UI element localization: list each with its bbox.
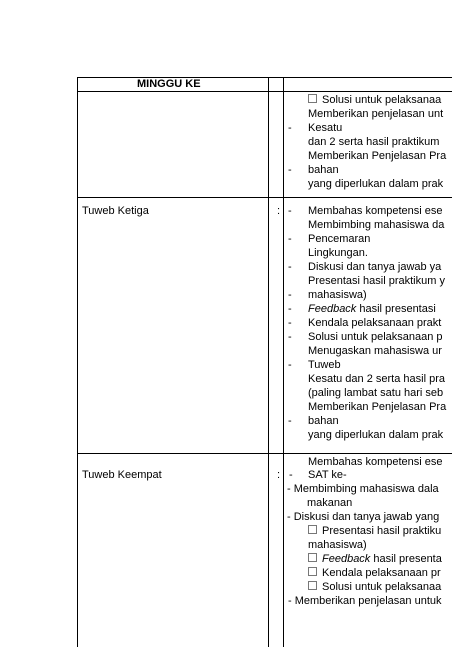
list-line: Solusi untuk pelaksanaa (308, 581, 441, 594)
list-line: bahan (308, 164, 339, 176)
list-line: Membahas kompetensi ese (308, 456, 443, 468)
list-line: dan 2 serta hasil praktikum (308, 136, 440, 148)
checkbox-bullet-icon (308, 567, 317, 576)
week-label: Tuweb Ketiga (82, 205, 149, 217)
bullet-dash: - (288, 331, 292, 343)
table-border-left (77, 77, 78, 647)
bullet-dash: - (288, 415, 292, 427)
list-line: - Membimbing mahasiswa dala (287, 483, 439, 495)
list-line: Presentasi hasil praktikum y (308, 275, 445, 287)
list-line: Lingkungan. (308, 247, 368, 259)
list-line: Presentasi hasil praktiku (308, 525, 441, 538)
list-line: Pencemaran (308, 233, 371, 245)
list-line: Memberikan Penjelasan Pra (308, 150, 447, 162)
list-line: Memberikan penjelasan unt (308, 108, 444, 120)
colon: : (277, 469, 281, 481)
list-line: Solusi untuk pelaksanaa (308, 94, 441, 107)
list-line: Memberikan Penjelasan Pra (308, 401, 447, 413)
checkbox-bullet-icon (308, 94, 317, 103)
list-line: Kesatu dan 2 serta hasil pra (308, 373, 445, 385)
list-line: makanan (307, 497, 353, 509)
list-line: SAT ke- (308, 469, 347, 481)
list-line: Feedback hasil presentasi (308, 303, 436, 315)
list-line: Tuweb (308, 359, 341, 371)
colon: : (277, 205, 281, 217)
header-divider (77, 91, 452, 92)
table-border-top (77, 77, 452, 78)
bullet-dash: - (288, 303, 292, 315)
header-week: MINGGU KE (137, 78, 201, 90)
list-line: Feedback hasil presenta (308, 553, 442, 566)
bullet-dash: - (288, 164, 292, 176)
list-line: - Memberikan penjelasan untuk (288, 595, 442, 607)
week-label: Tuweb Keempat (82, 469, 162, 481)
list-line: Membahas kompetensi ese (308, 205, 443, 217)
list-line: Diskusi dan tanya jawab ya (308, 261, 442, 273)
schedule-table (77, 77, 452, 647)
checkbox-bullet-icon (308, 581, 317, 590)
list-line: Menugaskan mahasiswa ur (308, 345, 442, 357)
list-line: yang diperlukan dalam prak (308, 178, 444, 190)
bullet-dash: - (289, 469, 293, 481)
bullet-dash: - (288, 122, 292, 134)
list-line: - Diskusi dan tanya jawab yang (287, 511, 440, 523)
bullet-dash: - (288, 261, 292, 273)
bullet-dash: - (288, 233, 292, 245)
list-line: mahasiswa) (308, 289, 367, 301)
bullet-dash: - (288, 359, 292, 371)
list-line: (paling lambat satu hari seb (308, 387, 444, 399)
list-line: mahasiswa) (308, 539, 367, 551)
list-line: bahan (308, 415, 339, 427)
column-divider (283, 77, 284, 647)
bullet-dash: - (288, 317, 292, 329)
bullet-dash: - (288, 289, 292, 301)
list-line: Kendala pelaksanaan prakt (308, 317, 442, 329)
checkbox-bullet-icon (308, 553, 317, 562)
column-divider (268, 77, 269, 647)
list-line: Kesatu (308, 122, 343, 134)
list-line: yang diperlukan dalam prak (308, 429, 444, 441)
bullet-dash: - (288, 205, 292, 217)
row-divider (77, 197, 452, 198)
row-divider (77, 453, 452, 454)
list-line: Kendala pelaksanaan pr (308, 567, 441, 580)
checkbox-bullet-icon (308, 525, 317, 534)
list-line: Membimbing mahasiswa da (308, 219, 445, 231)
list-line: Solusi untuk pelaksanaan p (308, 331, 443, 343)
